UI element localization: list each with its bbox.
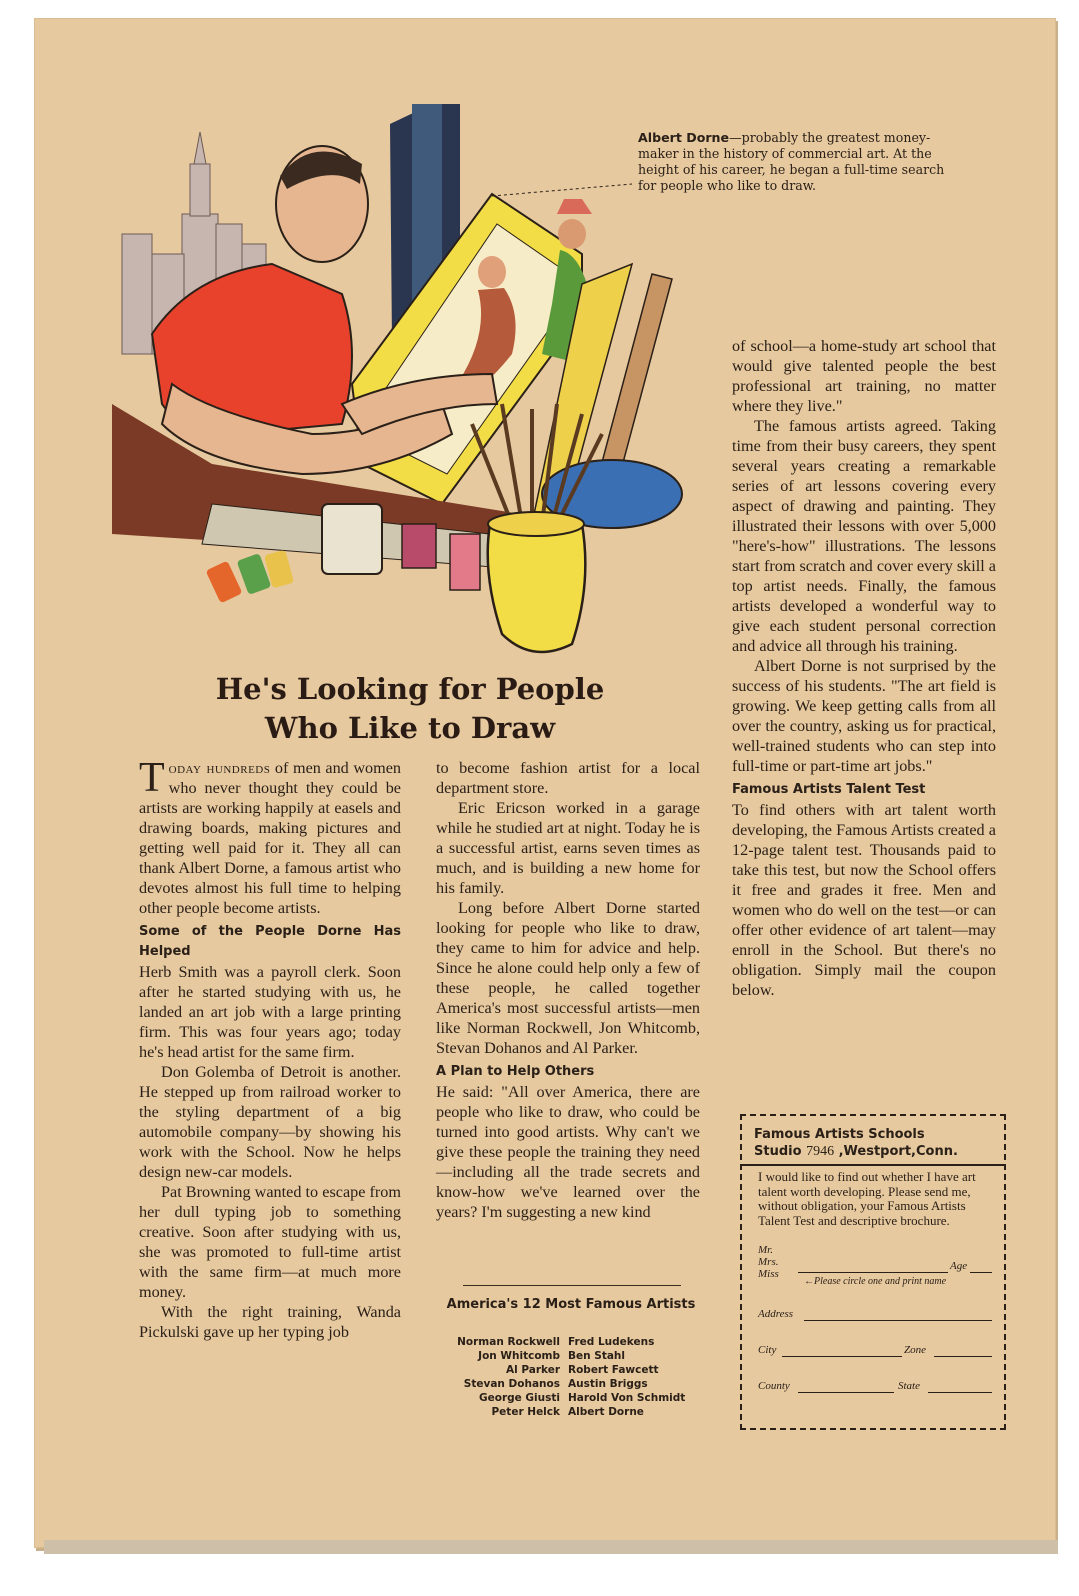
artists-list-title: America's 12 Most Famous Artists [446,1297,696,1312]
divider [463,1285,681,1286]
paragraph: Eric Ericson worked in a garage while he studied art at night. Today he is a successful artist, earns seven times as much, and is building a new home for his family. [436,799,700,897]
salutation-mrs[interactable]: Mrs. [758,1256,779,1268]
county-label: County [758,1380,790,1392]
list-item [436,1349,708,1363]
coupon-body: I would like to find out whether I have art talent worth developing. Please send me, without obligation, your Famous Artists Talent Test and descriptive brochure. [758,1169,976,1228]
list-item [436,1377,708,1391]
coupon-school-name: Famous Artists Schools [754,1127,925,1142]
city-field[interactable] [782,1356,902,1357]
headline-line-1: He's Looking for People [215,672,605,706]
paragraph: Long before Albert Dorne started looking for people who like to draw, they came to him for advice and help. Since he alone could help only a few of these people, he called together America's most successful artists—men like Norman Rockwell, Jon Whitcomb, Stevan Dohanos and Al Parker. [436,899,700,1057]
list-item [436,1335,708,1349]
list-item [436,1391,708,1405]
lead-smallcaps: oday hundreds [168,759,271,777]
age-label: Age [950,1260,968,1272]
paragraph: To find others with art talent worth developing, the Famous Artists created a 12-page talent test. Thousands paid to take this test, but now the School offers it free and grades it free. Men and women who do well on the test—or can offer other evidence of art talent—may enroll in the School. But there's no obligation. Simply mail the coupon below. [732,801,996,999]
city-label: City [758,1344,777,1356]
paragraph: to become fashion artist for a local department store. [436,759,700,797]
caption-name: Albert Dorne [638,130,730,145]
artist-name: Al Parker [505,1364,560,1376]
divider [742,1164,1004,1166]
salutation-mr[interactable]: Mr. [758,1244,773,1256]
paragraph: He said: "All over America, there are people who like to draw, who could be turned into good artists. Why can't we give these people the training they need—including all the trade secrets and know-how we've learned over the years? I'm suggesting a new kind [436,1083,700,1221]
article-column-2 [436,758,700,1222]
intro-paragraph: of men and women who never thought they could be artists are working happily at easels and drawing boards, making pictures and getting well paid for it. They all can thank Albert Dorne, a famous artist who devotes almost his full time to helping other people become artists. [139,759,401,917]
artist-name: Jon Whitcomb [478,1350,560,1362]
section-heading: Famous Artists Talent Test [732,782,926,797]
section-heading: A Plan to Help Others [436,1064,595,1079]
zone-label: Zone [904,1344,926,1356]
artist-name: George Giusti [479,1392,560,1404]
paragraph: The famous artists agreed. Taking time from their busy careers, they spent several years creating a remarkable series of art lessons covering every aspect of drawing and painting. They illustrated their lessons with over 5,000 "here's-how" illustrations. The lessons start from scratch and cover every skill a top artist needs. Finally, the famous artists developed a wonderful way to give each student personal correction and advice all through his training. [732,417,996,655]
artist-illustration [112,104,698,670]
coupon-studio-label: Studio [754,1144,802,1159]
artist-name: Harold Von Schmidt [568,1392,686,1404]
county-field[interactable] [798,1392,894,1393]
artist-name: Stevan Dohanos [463,1378,560,1390]
address-field[interactable] [804,1320,992,1321]
artist-name: Peter Helck [491,1406,560,1418]
name-field[interactable] [798,1272,948,1273]
list-item [436,1363,708,1377]
article-column-3 [732,336,996,1000]
artist-name: Albert Dorne [568,1406,644,1418]
paragraph: With the right training, Wanda Pickulski gave up her typing job [139,1303,401,1341]
paragraph: Don Golemba of Detroit is another. He stepped up from railroad worker to the styling department of a big automobile company—by showing his work with the School. Now he helps design new-car models. [139,1063,401,1181]
coupon-school [754,1126,1004,1160]
illustration-caption [638,130,948,194]
artist-name: Austin Briggs [568,1378,648,1390]
zone-field[interactable] [934,1356,992,1357]
artist-name: Fred Ludekens [568,1336,655,1348]
brush-vase [488,524,586,652]
paint-jar [322,504,382,574]
salutation-options[interactable] [758,1244,779,1280]
coupon-location: ,Westport,Conn. [838,1144,958,1159]
state-label: State [898,1380,920,1392]
mail-coupon[interactable] [740,1114,1006,1430]
artists-list [436,1335,708,1419]
address-label: Address [758,1308,794,1320]
headline-line-2: Who Like to Draw [264,711,556,745]
paragraph: Albert Dorne is not surprised by the success of his students. "The art field is growing. We keep getting calls from all over the country, asking us for practical, well-trained students who can step into full-time or part-time art jobs." [732,657,996,775]
artist-name: Norman Rockwell [457,1336,560,1348]
paragraph: Herb Smith was a payroll clerk. Soon after he started studying with us, he landed an art job with a large printing firm. This was four years ago; today he's head artist for the same firm. [139,963,401,1061]
coupon-studio-number: 7946 [806,1144,835,1159]
salutation-miss[interactable]: Miss [758,1268,779,1280]
artist-name: Ben Stahl [568,1350,625,1362]
paragraph: of school—a home-study art school that would give talented people the best professional art training, no matter where they live." [732,337,996,415]
artist-name: Robert Fawcett [568,1364,659,1376]
age-field[interactable] [970,1272,992,1273]
article-column-1 [139,755,401,1342]
paragraph: Pat Browning wanted to escape from her dull typing job to something creative. Soon after studying with us, she was promoted to full-time artist with the same firm—at much more money. [139,1183,401,1301]
dropcap: T [139,755,165,801]
list-item [436,1405,708,1419]
state-field[interactable] [928,1392,992,1393]
page-shadow [44,1540,1058,1554]
section-heading: Some of the People Dorne Has Helped [139,924,401,959]
circle-note: ←Please circle one and print name [804,1276,947,1287]
caption-text: —probably the greatest money-maker in the history of commercial art. At the height of his career, he began a full-time search for people who like to draw. [638,130,945,193]
headline [170,670,650,748]
